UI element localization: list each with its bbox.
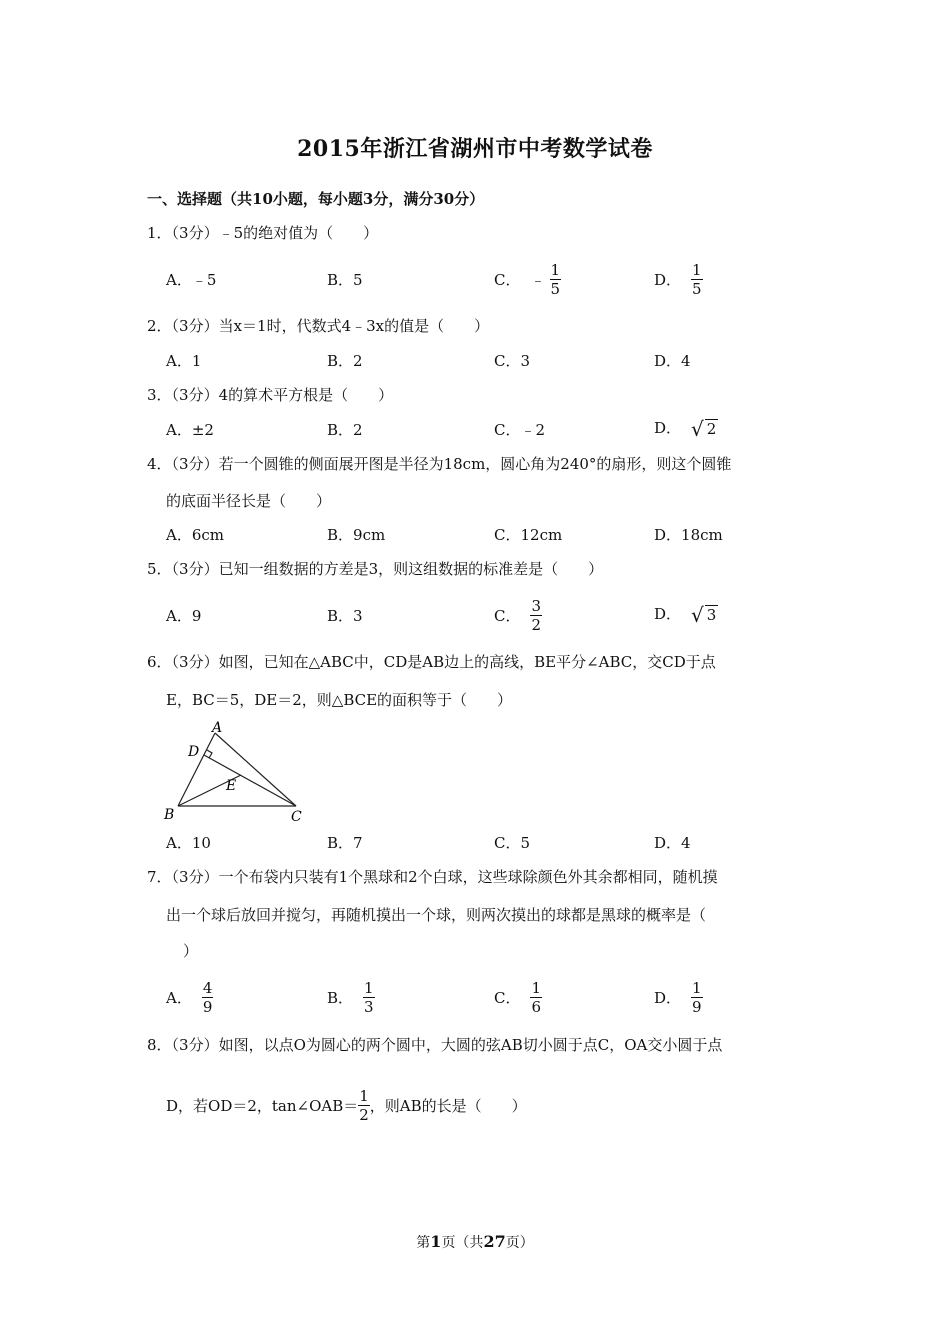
q7-option-b: B． $\frac{1}{3}$ <box>327 979 374 1016</box>
question-1: 1．（3分）﹣5的绝对值为（ ） <box>147 224 379 242</box>
q7-option-a: A． $\frac{4}{9}$ <box>166 979 213 1016</box>
question-4: 4．（3分）若一个圆锥的侧面展开图是半径为18cm，圆心角为240°的扇形，则这个圆锥 <box>147 455 732 473</box>
q5-option-b: B．3 <box>327 607 363 625</box>
q5-option-a: A．9 <box>166 607 202 625</box>
fraction: $\frac{1}{5}$ <box>692 261 702 298</box>
q6-option-a: A．10 <box>166 834 211 852</box>
q2-option-b: B．2 <box>327 352 363 370</box>
question-7-end: ） <box>183 942 199 960</box>
question-6-continued: E，BC＝5，DE＝2，则△BCE的面积等于（ ） <box>166 691 513 709</box>
q4-option-a: A．6cm <box>166 526 225 544</box>
question-3: 3．（3分）4的算术平方根是（ ） <box>147 386 394 404</box>
q1-option-d: D． $\frac{1}{5}$ <box>654 261 702 298</box>
square-root: √ 2 <box>691 416 717 441</box>
q3-option-b: B．2 <box>327 421 363 439</box>
q1-option-b: B．5 <box>327 271 363 289</box>
question-4-continued: 的底面半径长是（ ） <box>166 492 332 510</box>
q3-option-c: C．﹣2 <box>494 421 546 439</box>
q7-option-c: C． $\frac{1}{6}$ <box>494 979 542 1016</box>
q5-option-d: D． √ 3 <box>654 602 717 627</box>
q4-option-d: D．18cm <box>654 526 723 544</box>
fraction: $\frac{4}{9}$ <box>202 979 213 1016</box>
page-total: 27 <box>483 1232 506 1251</box>
question-7-continued: 出一个球后放回并搅匀，再随机摸出一个球，则两次摸出的球都是黑球的概率是（ <box>166 906 707 924</box>
q6-option-c: C．5 <box>494 834 531 852</box>
triangle-figure <box>160 720 320 826</box>
label-c: C <box>291 809 302 825</box>
q6-option-d: D．4 <box>654 834 691 852</box>
fraction: $\frac{1}{5}$ <box>550 261 561 298</box>
q4-option-b: B．9cm <box>327 526 386 544</box>
q1-option-a: A．﹣5 <box>166 271 217 289</box>
label-b: B <box>164 807 175 823</box>
q3-option-d: D． √ 2 <box>654 416 717 441</box>
fraction: $\frac{1}{3}$ <box>364 979 374 1016</box>
fraction: $\frac{3}{2}$ <box>531 597 542 634</box>
question-7: 7．（3分）一个布袋内只装有1个黑球和2个白球，这些球除颜色外其余都相同，随机摸 <box>147 868 718 886</box>
question-8: 8．（3分）如图，以点O为圆心的两个圆中，大圆的弦AB切小圆于点C，OA交小圆于点 <box>147 1036 723 1054</box>
fraction: $\frac{1}{9}$ <box>692 979 702 1016</box>
question-2: 2．（3分）当x＝1时，代数式4﹣3x的值是（ ） <box>147 317 490 335</box>
q2-option-d: D．4 <box>654 352 691 370</box>
q1-option-c: C． ﹣ $\frac{1}{5}$ <box>494 261 561 298</box>
fraction: $\frac{1}{6}$ <box>531 979 542 1016</box>
side-ac <box>215 733 296 806</box>
q4-option-c: C．12cm <box>494 526 563 544</box>
altitude-cd <box>204 755 296 806</box>
label-d: D <box>188 744 200 760</box>
square-root: √ 3 <box>691 602 717 627</box>
section-heading: 一、选择题（共10小题，每小题3分，满分30分） <box>147 190 485 208</box>
q2-option-c: C．3 <box>494 352 531 370</box>
question-6: 6．（3分）如图，已知在△ABC中，CD是AB边上的高线，BE平分∠ABC，交CD于点 <box>147 653 716 671</box>
label-e: E <box>226 778 237 794</box>
label-a: A <box>212 720 223 736</box>
q5-option-c: C． $\frac{3}{2}$ <box>494 597 542 634</box>
question-5: 5．（3分）已知一组数据的方差是3，则这组数据的标准差是（ ） <box>147 560 604 578</box>
page-number: 1 <box>430 1232 442 1251</box>
question-8-continued: D，若OD＝2，tan∠OAB＝ $\frac{1}{2}$ ，则AB的长是（ ） <box>166 1087 527 1124</box>
fraction: $\frac{1}{2}$ <box>359 1087 369 1124</box>
page-title: 2015年浙江省湖州市中考数学试卷 <box>297 136 653 162</box>
page-footer: 第1页（共27页） <box>416 1232 534 1251</box>
q2-option-a: A．1 <box>166 352 202 370</box>
q6-option-b: B．7 <box>327 834 363 852</box>
q7-option-d: D． $\frac{1}{9}$ <box>654 979 702 1016</box>
q3-option-a: A．±2 <box>166 421 214 439</box>
